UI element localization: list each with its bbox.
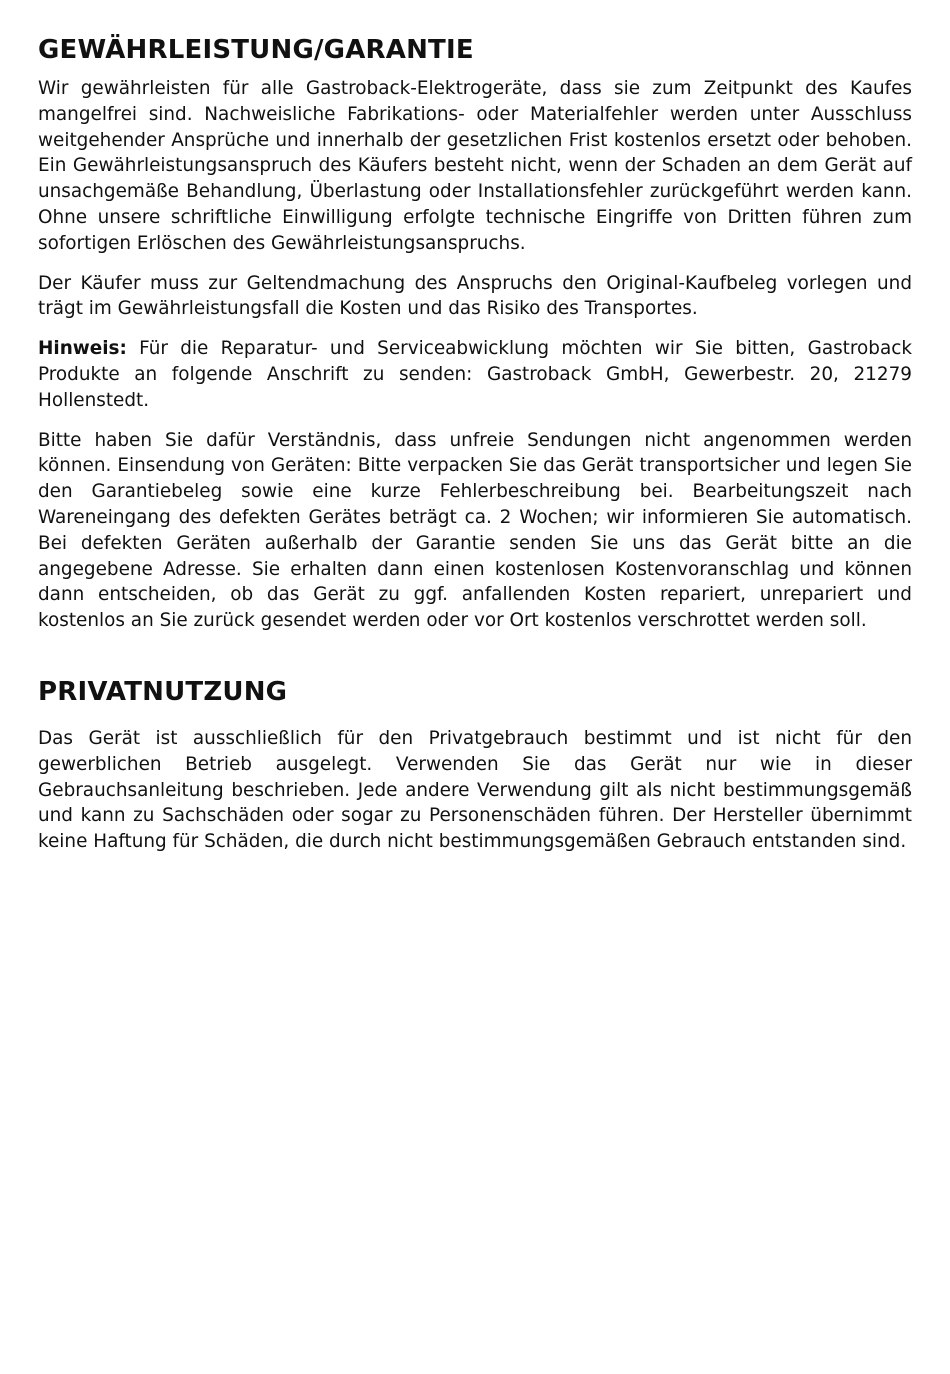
warranty-note xyxy=(38,336,912,413)
document-page xyxy=(38,34,912,869)
note-label: Hinweis: xyxy=(38,338,127,360)
note-text: Für die Reparatur- und Serviceabwicklung möchten wir Sie bitten, Gastroback Produkte an folgende Anschrift zu senden: Gastroback GmbH, Gewerbestr. 20, 21279 Hollenstedt. xyxy=(38,338,912,411)
warranty-paragraph-4: Bitte haben Sie dafür Verständnis, dass unfreie Sendungen nicht angenommen werden können. Einsendung von Geräten: Bitte verpacken Sie das Gerät transportsicher und legen Sie den Garantiebeleg sowie eine kurze Fehlerbeschreibung bei. Bearbeitungszeit nach Wareneingang des defekten Gerätes beträgt ca. 2 Wochen; wir informieren Sie automatisch. Bei defekten Geräten außerhalb der Garantie senden Sie uns das Gerät bitte an die angegebene Adresse. Sie erhalten dann einen kostenlosen Kostenvoranschlag und können dann entscheiden, ob das Gerät zu ggf. anfallenden Kosten repariert, unrepariert und kostenlos an Sie zurück gesendet werden oder vor Ort kostenlos verschrottet werden soll. xyxy=(38,429,912,632)
warranty-heading: GEWÄHRLEISTUNG/GARANTIE xyxy=(38,35,474,65)
warranty-section xyxy=(38,34,912,634)
warranty-paragraph-2: Der Käufer muss zur Geltendmachung des Anspruchs den Original-Kaufbeleg vorlegen und trägt im Gewährleistungsfall die Kosten und das Risiko des Transportes. xyxy=(38,272,912,320)
warranty-paragraph-1: Wir gewährleisten für alle Gastroback-Elektrogeräte, dass sie zum Zeitpunkt des Kaufes mangelfrei sind. Nachweisliche Fabrikations- oder Materialfehler werden unter Ausschluss weitgehender Ansprüche und innerhalb der gesetzlichen Frist kostenlos ersetzt oder behoben. Ein Gewährleistungsanspruch des Käufers besteht nicht, wenn der Schaden an dem Gerät auf unsachgemäße Behandlung, Überlastung oder Installationsfehler zurückgeführt werden kann. Ohne unsere schriftliche Einwilligung erfolgte technische Eingriffe von Dritten führen zum sofortigen Erlöschen des Gewährleistungsanspruchs. xyxy=(38,78,912,254)
private-use-section xyxy=(38,676,912,855)
private-use-paragraph: Das Gerät ist ausschließlich für den Privatgebrauch bestimmt und ist nicht für den gewerblichen Betrieb ausgelegt. Verwenden Sie das Gerät nur wie in dieser Gebrauchsanleitung beschrieben. Jede andere Verwendung gilt als nicht bestimmungsgemäß und kann zu Sachschäden oder sogar zu Personenschäden führen. Der Hersteller übernimmt keine Haftung für Schäden, die durch nicht bestimmungsgemäßen Gebrauch entstanden sind. xyxy=(38,727,912,853)
private-use-heading: PRIVATNUTZUNG xyxy=(38,676,288,707)
